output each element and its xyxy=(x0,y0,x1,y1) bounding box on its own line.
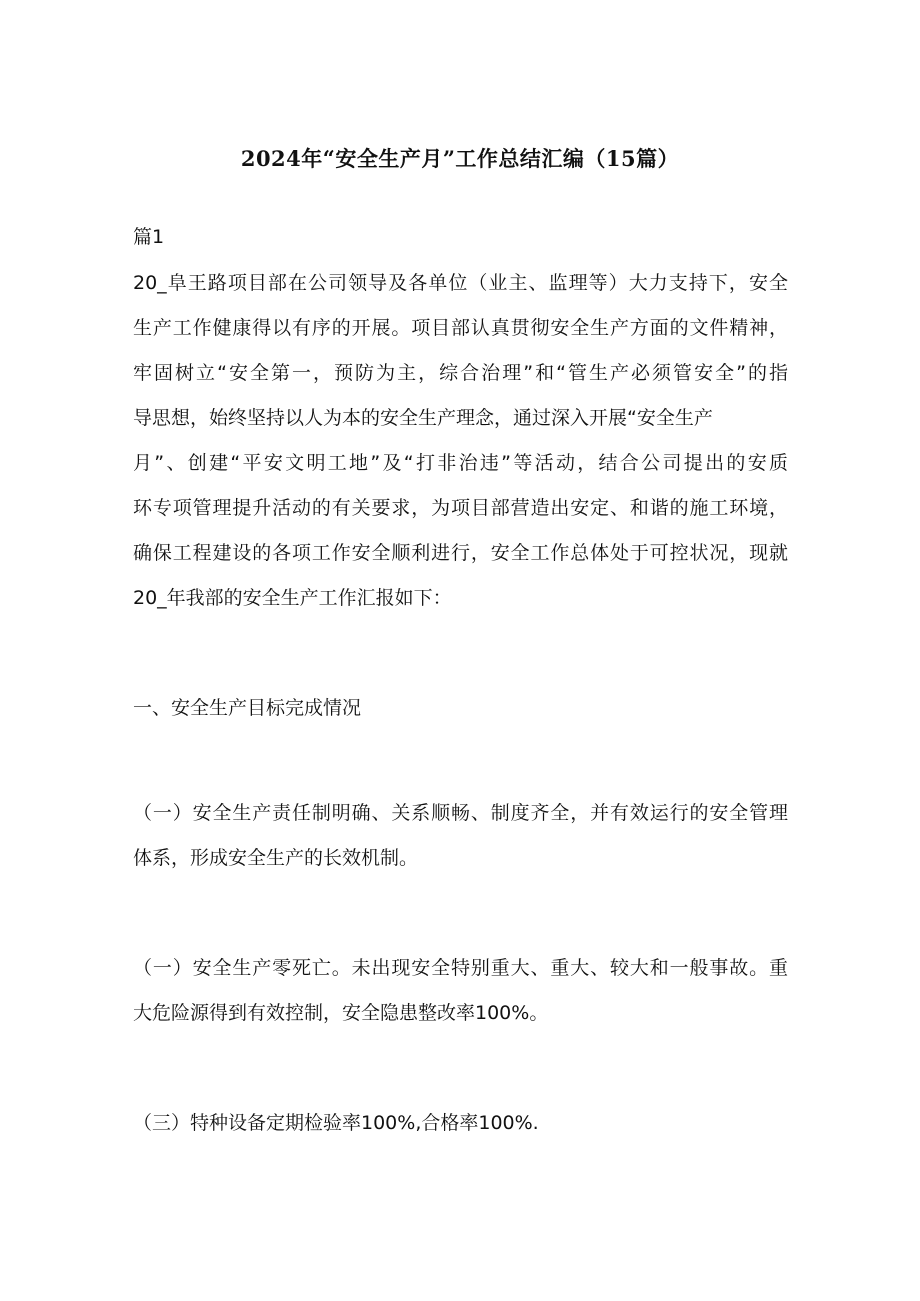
intro-line-7: 确保工程建设的各项工作安全顺利进行，安全工作总体处于可控状况，现就 xyxy=(133,542,788,564)
intro-line-1: 20_阜王路项目部在公司领导及各单位（业主、监理等）大力支持下，安全 xyxy=(133,272,788,294)
item-2-line-1: （一）安全生产零死亡。未出现安全特别重大、重大、较大和一般事故。重 xyxy=(133,957,788,979)
intro-line-2: 生产工作健康得以有序的开展。项目部认真贯彻安全生产方面的文件精神， xyxy=(133,317,788,339)
item-1-line-2: 体系，形成安全生产的长效机制。 xyxy=(133,847,419,869)
section-label: 篇1 xyxy=(133,226,165,248)
intro-line-6: 环专项管理提升活动的有关要求，为项目部营造出安定、和谐的施工环境， xyxy=(133,497,788,519)
heading-goal-completion: 一、安全生产目标完成情况 xyxy=(133,697,362,719)
item-3-line: （三）特种设备定期检验率100%,合格率100%. xyxy=(133,1112,539,1134)
item-1-line-1: （一）安全生产责任制明确、关系顺畅、制度齐全，并有效运行的安全管理 xyxy=(133,802,788,824)
document-title: 2024年“安全生产月”工作总结汇编（15篇） xyxy=(240,146,680,171)
intro-line-8: 20_年我部的安全生产工作汇报如下： xyxy=(133,587,452,609)
intro-line-5: 月”、创建“平安文明工地”及“打非治违”等活动，结合公司提出的安质 xyxy=(133,452,788,474)
intro-line-4: 导思想，始终坚持以人为本的安全生产理念，通过深入开展“安全生产 xyxy=(133,407,713,429)
item-2-line-2: 大危险源得到有效控制，安全隐患整改率100%。 xyxy=(133,1002,549,1024)
intro-line-3: 牢固树立“安全第一，预防为主，综合治理”和“管生产必须管安全”的指 xyxy=(133,362,788,384)
